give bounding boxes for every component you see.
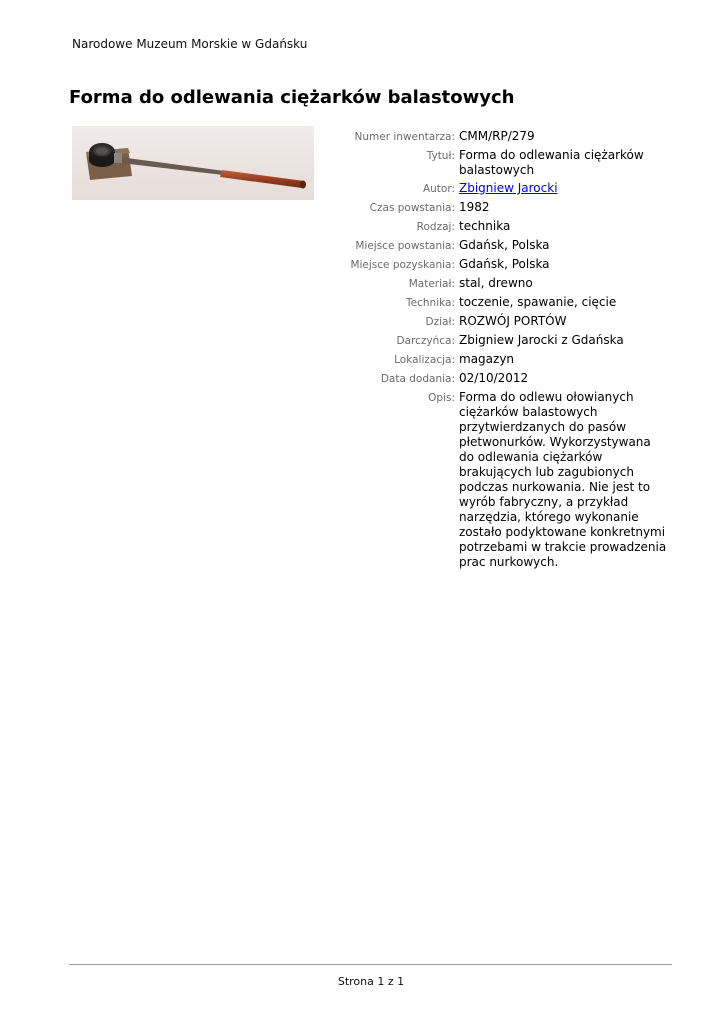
page-number: Strona 1 z 1 [337,975,405,988]
field-label: Opis: [428,392,455,404]
field-value: Gdańsk, Polska [459,257,550,271]
field-creation-date [340,200,670,216]
field-place-of-acquisition [340,257,670,273]
field-description [340,390,670,570]
institution-header: Narodowe Muzeum Morskie w Gdańsku [72,37,308,51]
field-label: Autor: [422,183,455,195]
field-place-of-origin [340,238,670,254]
field-value [459,181,667,197]
field-author [340,181,670,197]
field-label: Czas powstania: [369,202,455,214]
field-label: Lokalizacja: [394,354,455,366]
field-value: Forma do odlewu ołowianych ciężarków balastowych przytwierdzanych do pasów płetwonurków. Wykorzystywana do odlewania ciężarków brakujących lub zagubionych podczas nurkowania. Nie jest to wyrób fabryczny, a przykład narzędzia, którego wykonanie zostało podyktowane konkretnymi potrzebami w trakcie prowadzenia prac nurkowych. [459,390,667,569]
field-date-added [340,371,670,387]
field-label: Materiał: [408,278,455,290]
field-value: toczenie, spawanie, cięcie [459,295,617,309]
field-value: Gdańsk, Polska [459,238,550,252]
object-photo [72,126,314,200]
field-department [340,314,670,330]
field-label: Rodzaj: [416,221,455,233]
field-label: Data dodania: [380,373,455,385]
field-label: Numer inwentarza: [354,131,455,143]
page-title: Forma do odlewania ciężarków balastowych [69,87,515,108]
field-inventory-number [340,129,670,145]
field-label: Technika: [406,297,455,309]
field-value: CMM/RP/279 [459,129,535,143]
field-value: Zbigniew Jarocki z Gdańska [459,333,624,347]
author-link[interactable]: Zbigniew Jarocki [459,181,558,195]
field-value: 1982 [459,200,490,214]
field-value: ROZWÓJ PORTÓW [459,314,567,328]
field-material [340,276,670,292]
field-value: magazyn [459,352,515,366]
field-type [340,219,670,235]
field-donor [340,333,670,349]
field-label: Miejsce powstania: [355,240,455,252]
footer-divider [69,964,672,965]
field-value: 02/10/2012 [459,371,529,385]
field-value: stal, drewno [459,276,533,290]
mold-photo-icon [72,126,314,200]
field-location [340,352,670,368]
field-technique [340,295,670,311]
field-label: Darczyńca: [396,335,455,347]
metadata-list [340,129,670,573]
field-value: technika [459,219,511,233]
field-value: Forma do odlewania ciężarków balastowych [459,148,644,177]
field-label: Tytuł: [426,150,455,162]
field-title [340,148,670,178]
field-label: Dział: [425,316,455,328]
field-label: Miejsce pozyskania: [350,259,455,271]
